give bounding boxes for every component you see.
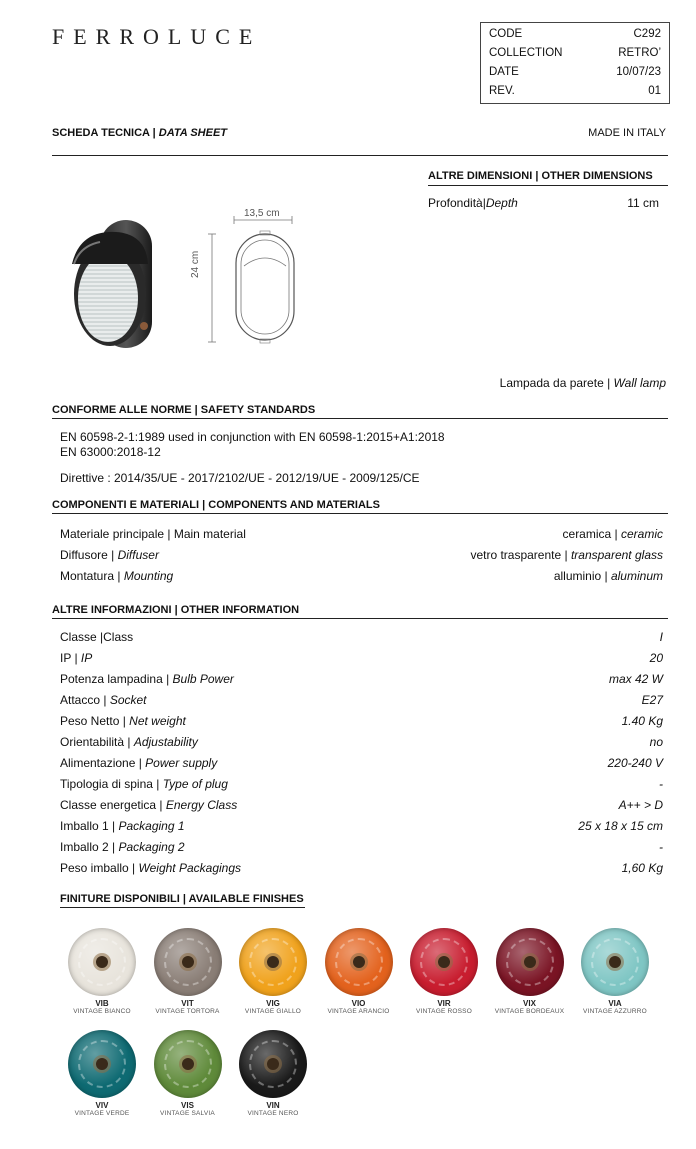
socket-hole-icon <box>96 1058 108 1070</box>
info-code-row <box>489 28 661 40</box>
other-info-divider <box>52 618 668 619</box>
finish-disc <box>68 1030 136 1098</box>
finish-swatch <box>148 928 228 1015</box>
finish-code: VIB <box>95 999 109 1008</box>
other-info-label <box>60 777 228 791</box>
materials-divider <box>52 513 668 514</box>
brand-logo: FERROLUCE <box>52 24 262 49</box>
finish-name: VINTAGE NERO <box>247 1110 299 1117</box>
other-info-value: max 42 W <box>608 672 663 686</box>
finish-name: VINTAGE ROSSO <box>416 1008 472 1015</box>
depth-value: 11 cm <box>627 196 659 210</box>
material-value-en: aluminum <box>610 569 663 583</box>
product-type: Lampada da parete | Wall lamp <box>499 376 666 390</box>
depth-label: Profondità|Depth <box>428 196 518 210</box>
finish-name: VINTAGE BORDEAUX <box>494 1008 565 1015</box>
dimensions-divider <box>428 185 668 186</box>
socket-hole-icon <box>267 1058 279 1070</box>
finish-disc <box>239 1030 307 1098</box>
socket-hole-icon <box>182 1058 194 1070</box>
safety-title: CONFORME ALLE NORME | SAFETY STANDARDS <box>52 404 316 416</box>
finish-disc <box>154 1030 222 1098</box>
finish-swatch <box>62 1030 142 1117</box>
material-value <box>563 527 663 541</box>
finish-code: VIX <box>523 999 536 1008</box>
info-collection-row <box>489 47 661 59</box>
other-info-label-en: Type of plug <box>162 777 228 791</box>
material-label <box>60 527 246 541</box>
collection-value: RETRO’ <box>618 47 661 59</box>
socket-hole-icon <box>353 956 365 968</box>
code-value: C292 <box>633 28 661 40</box>
socket-hole-icon <box>96 956 108 968</box>
material-label-en: Diffuser <box>117 548 159 562</box>
info-rev-row <box>489 85 661 97</box>
other-info-label-en: Weight Packagings <box>138 861 242 875</box>
other-info-label <box>60 651 92 665</box>
socket-hole-icon <box>609 956 621 968</box>
finish-disc <box>581 928 649 996</box>
height-label: 24 cm <box>190 250 201 278</box>
socket-hole-icon <box>524 956 536 968</box>
finish-name: VINTAGE ARANCIO <box>327 1008 390 1015</box>
other-info-label <box>60 735 198 749</box>
date-label: DATE <box>489 66 519 78</box>
finish-code: VIV <box>95 1101 109 1110</box>
material-label-it: Diffusore | <box>60 548 118 562</box>
product-photo <box>60 216 158 352</box>
code-label: CODE <box>489 28 523 40</box>
finish-code: VIA <box>608 999 622 1008</box>
other-info-value: 1.40 Kg <box>621 714 663 728</box>
finish-swatch <box>62 928 142 1015</box>
width-label: 13,5 cm <box>244 208 280 219</box>
other-info-value: I <box>659 630 663 644</box>
document-info-box <box>480 22 670 104</box>
other-info-label-it: Imballo 2 | <box>60 840 119 854</box>
socket-hole-icon <box>182 956 194 968</box>
other-info-label-en: IP <box>80 651 93 665</box>
finish-disc <box>410 928 478 996</box>
finish-disc <box>239 928 307 996</box>
other-info-value: 20 <box>649 651 663 665</box>
other-info-title: ALTRE INFORMAZIONI | OTHER INFORMATION <box>52 604 300 616</box>
other-info-label <box>60 693 147 707</box>
finish-code: VIT <box>181 999 194 1008</box>
dimensions-title: ALTRE DIMENSIONI | OTHER DIMENSIONS <box>428 170 653 182</box>
finish-swatch <box>575 928 655 1015</box>
finish-swatch <box>319 928 399 1015</box>
finishes-divider <box>60 907 305 908</box>
other-info-label <box>60 630 133 644</box>
other-info-value: 1,60 Kg <box>621 861 663 875</box>
other-info-label <box>60 714 186 728</box>
finish-disc <box>68 928 136 996</box>
other-info-label-it: IP | <box>60 651 81 665</box>
material-label-it: Materiale principale | Main material <box>60 527 246 541</box>
other-info-label-en: Energy Class <box>165 798 238 812</box>
material-label <box>60 548 159 562</box>
material-value-en: ceramic <box>620 527 663 541</box>
other-info-label-en: Net weight <box>129 714 186 728</box>
material-value-it: ceramica | <box>562 527 621 541</box>
directives: Direttive : 2014/35/UE - 2017/2102/UE - 2012/19/UE - 2009/125/CE <box>60 471 420 485</box>
other-info-label-en: Power supply <box>145 756 218 770</box>
other-info-value: 220-240 V <box>607 756 663 770</box>
other-info-label <box>60 861 241 875</box>
other-info-label-it: Imballo 1 | <box>60 819 119 833</box>
other-info-label <box>60 756 217 770</box>
finish-code: VIN <box>266 1101 280 1110</box>
other-info-value: - <box>659 777 663 791</box>
safety-line-1: EN 60598-2-1:1989 used in conjunction with EN 60598-1:2015+A1:2018 <box>60 430 445 444</box>
other-info-label-en: Bulb Power <box>172 672 234 686</box>
finish-name: VINTAGE BIANCO <box>73 1008 131 1015</box>
other-info-value: - <box>659 840 663 854</box>
material-value-en: transparent glass <box>570 548 663 562</box>
material-value <box>470 548 663 562</box>
socket-hole-icon <box>267 956 279 968</box>
socket-hole-icon <box>438 956 450 968</box>
data-sheet-title-en: DATA SHEET <box>158 127 228 139</box>
other-info-value: E27 <box>641 693 663 707</box>
rev-label: REV. <box>489 85 515 97</box>
finishes-title: FINITURE DISPONIBILI | AVAILABLE FINISHES <box>60 893 304 905</box>
finish-code: VIO <box>351 999 366 1008</box>
material-label-it: Montatura | <box>60 569 124 583</box>
info-date-row <box>489 66 661 78</box>
finish-name: VINTAGE AZZURRO <box>583 1008 647 1015</box>
other-info-label-it: Peso imballo | <box>60 861 139 875</box>
finish-name: VINTAGE GIALLO <box>244 1008 302 1015</box>
header-divider <box>52 155 668 156</box>
finish-swatch <box>148 1030 228 1117</box>
other-info-label-en: Adjustability <box>133 735 198 749</box>
other-info-label-it: Peso Netto | <box>60 714 130 728</box>
finish-disc <box>496 928 564 996</box>
other-info-label <box>60 798 237 812</box>
material-value-it: vetro trasparente | <box>470 548 571 562</box>
other-info-label-en: Packaging 1 <box>118 819 185 833</box>
made-in-italy: MADE IN ITALY <box>588 127 666 139</box>
data-sheet-title-it: SCHEDA TECNICA | <box>52 127 159 139</box>
date-value: 10/07/23 <box>616 66 661 78</box>
material-label <box>60 569 173 583</box>
other-info-label-it: Potenza lampadina | <box>60 672 173 686</box>
other-info-label <box>60 819 185 833</box>
safety-line-2: EN 63000:2018-12 <box>60 445 161 459</box>
dimension-drawing <box>196 206 306 346</box>
other-info-label-it: Classe energetica | <box>60 798 166 812</box>
materials-title: COMPONENTI E MATERIALI | COMPONENTS AND MATERIALS <box>52 499 380 511</box>
other-info-label-it: Alimentazione | <box>60 756 146 770</box>
collection-label: COLLECTION <box>489 47 563 59</box>
other-info-label-it: Orientabilità | <box>60 735 134 749</box>
finish-code: VIS <box>181 1101 194 1110</box>
material-value-it: alluminio | <box>553 569 611 583</box>
rev-value: 01 <box>648 85 661 97</box>
other-info-label-en: Socket <box>109 693 147 707</box>
finish-swatch <box>233 1030 313 1117</box>
finish-name: VINTAGE SALVIA <box>160 1110 215 1117</box>
finish-swatch <box>404 928 484 1015</box>
material-label-en: Mounting <box>123 569 174 583</box>
other-info-label-en: Packaging 2 <box>118 840 185 854</box>
other-info-value: no <box>649 735 663 749</box>
data-sheet-title <box>52 127 227 139</box>
finish-code: VIG <box>266 999 280 1008</box>
finish-disc <box>325 928 393 996</box>
other-info-value: 25 x 18 x 15 cm <box>578 819 663 833</box>
finish-name: VINTAGE VERDE <box>74 1110 130 1117</box>
finish-swatch <box>490 928 570 1015</box>
material-value <box>554 569 663 583</box>
other-info-label-it: Classe |Class <box>60 630 134 644</box>
other-info-label-it: Attacco | <box>60 693 110 707</box>
other-info-label <box>60 840 185 854</box>
finish-swatch <box>233 928 313 1015</box>
other-info-label <box>60 672 234 686</box>
safety-divider <box>52 418 668 419</box>
finish-code: VIR <box>437 999 451 1008</box>
other-info-label-it: Tipologia di spina | <box>60 777 163 791</box>
other-info-value: A++ > D <box>618 798 663 812</box>
finish-name: VINTAGE TORTORA <box>155 1008 220 1015</box>
finish-disc <box>154 928 222 996</box>
